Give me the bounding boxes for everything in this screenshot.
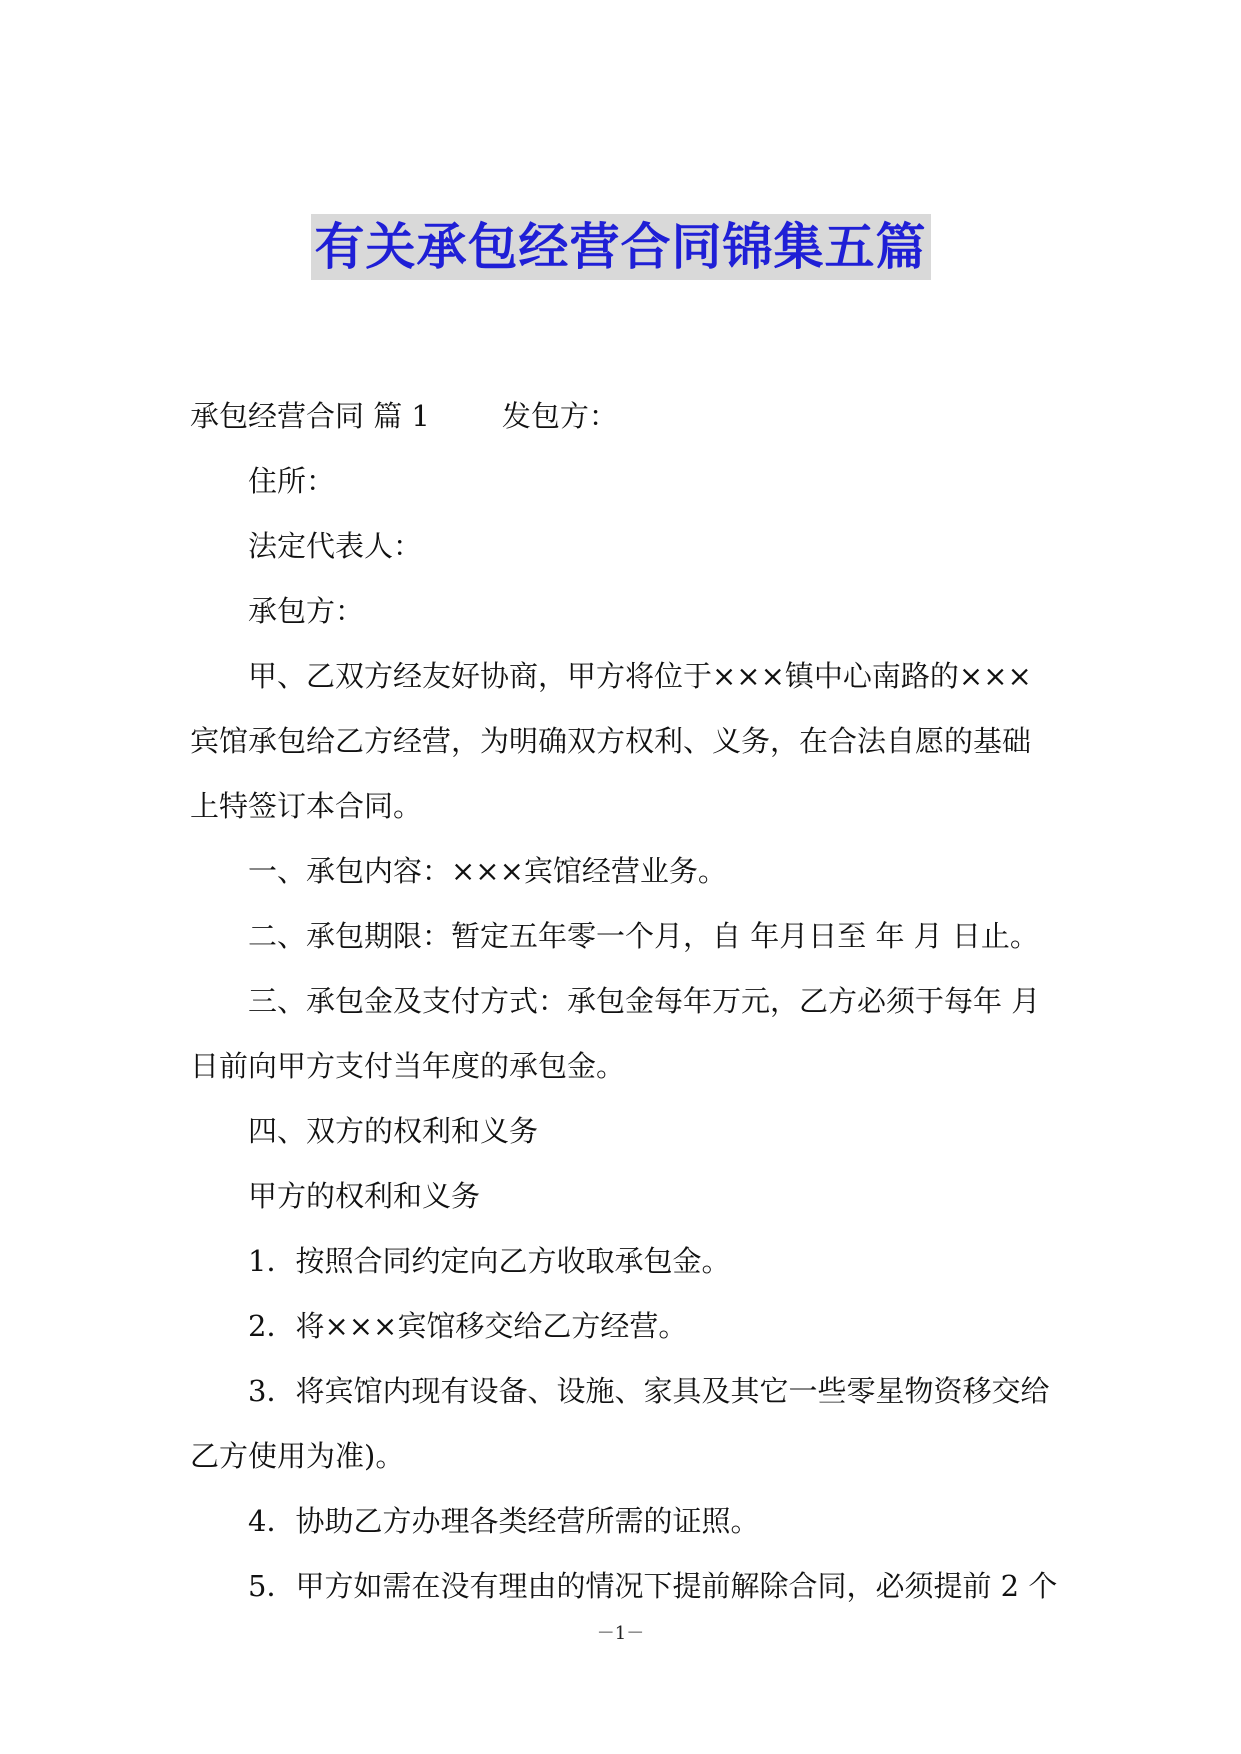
document-title: 有关承包经营合同锦集五篇	[311, 214, 931, 280]
list-item: 3．将宾馆内现有设备、设施、家具及其它一些零星物资移交给乙方使用为准)。	[190, 1374, 1050, 1473]
contractor-label: 发包方：	[501, 399, 618, 433]
first-line	[190, 384, 1058, 449]
title-container	[0, 214, 1241, 280]
paragraph-intro: 甲、乙双方经友好协商，甲方将位于×××镇中心南路的×××宾馆承包给乙方经营，为明确双方权利、义务，在合法自愿的基础上特签订本合同。	[190, 659, 1032, 823]
list-item: 2．将×××宾馆移交给乙方经营。	[248, 1309, 688, 1343]
paragraph-clause-1: 一、承包内容：×××宾馆经营业务。	[248, 854, 727, 888]
document-body	[190, 384, 1058, 1619]
paragraph-contractee: 承包方：	[248, 594, 365, 628]
list-item: 1．按照合同约定向乙方收取承包金。	[248, 1244, 731, 1278]
list-item: 4．协助乙方办理各类经营所需的证照。	[248, 1504, 760, 1538]
paragraph-legal-rep: 法定代表人：	[248, 529, 423, 563]
paragraph-clause-3: 三、承包金及支付方式：承包金每年万元，乙方必须于每年 月日前向甲方支付当年度的承包金。	[190, 984, 1041, 1083]
page-number: －1－	[596, 1623, 645, 1644]
list-item: 5．甲方如需在没有理由的情况下提前解除合同，必须提前 2 个	[248, 1569, 1058, 1603]
paragraph-clause-4: 四、双方的权利和义务	[248, 1114, 539, 1148]
contract-heading: 承包经营合同 篇 1	[190, 399, 430, 433]
paragraph-clause-2: 二、承包期限：暂定五年零一个月，自 年月日至 年 月 日止。	[248, 919, 1039, 953]
paragraph-address: 住所：	[248, 464, 336, 498]
paragraph-party-a-heading: 甲方的权利和义务	[248, 1179, 481, 1213]
